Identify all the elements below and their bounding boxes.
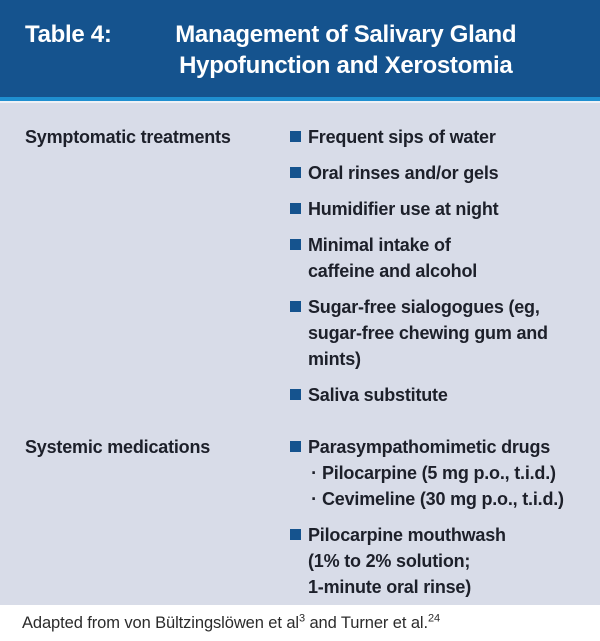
item-line: sugar-free chewing gum and [308,323,548,343]
item-line: Minimal intake of [308,235,451,255]
list-item-text [308,124,496,150]
dot-bullet-icon: · [311,463,317,483]
item-line: 1-minute oral rinse) [308,577,472,597]
sub-list-item [308,486,564,512]
list-item [290,232,582,284]
footnote-text: and Turner et al. [305,614,428,632]
item-line: Pilocarpine mouthwash [308,525,506,545]
reference-superscript: 24 [427,612,440,625]
square-bullet-icon [290,301,301,312]
square-bullet-icon [290,203,301,214]
square-bullet-icon [290,239,301,250]
list-item [290,434,582,512]
table-header [0,0,600,97]
table-body [0,103,600,605]
dot-bullet-icon: · [311,489,317,509]
sub-list-item [308,460,564,486]
square-bullet-icon [290,441,301,452]
list-item-text [308,434,564,512]
table-number-label: Table 4: [25,21,112,48]
section-items [290,434,582,600]
section-items [290,124,582,408]
sub-item-text: Pilocarpine (5 mg p.o., t.i.d.) [322,463,556,483]
list-item [290,196,582,222]
list-item-text [308,522,506,600]
section-systemic-medications [25,434,582,600]
item-line: mints) [308,349,361,369]
list-item-text [308,196,498,222]
list-item [290,160,582,186]
table-title-line-2: Hypofunction and Xerostomia [179,52,513,79]
item-line: Frequent sips of water [308,127,496,147]
item-line: Parasympathomimetic drugs [308,437,551,457]
list-item-text [308,232,477,284]
item-line: Saliva substitute [308,385,448,405]
list-item [290,294,582,372]
square-bullet-icon [290,529,301,540]
item-line: Humidifier use at night [308,199,499,219]
table-title [112,19,580,81]
square-bullet-icon [290,131,301,142]
list-item [290,382,582,408]
list-item [290,124,582,150]
section-symptomatic-treatments [25,124,582,408]
list-item-text [308,382,448,408]
reference-superscript: 3 [298,612,305,625]
sub-item-list [308,460,564,512]
list-item-text [308,160,498,186]
footnote-text: Adapted from von Bültzingslöwen et al [22,614,299,632]
item-line: (1% to 2% solution; [308,551,471,571]
footnote [0,605,600,639]
item-line: caffeine and alcohol [308,261,478,281]
item-line: Oral rinses and/or gels [308,163,499,183]
section-label: Symptomatic treatments [25,127,231,147]
section-label: Systemic medications [25,437,211,457]
table-title-line-1: Management of Salivary Gland [175,21,517,48]
item-line: Sugar-free sialogogues (eg, [308,297,540,317]
square-bullet-icon [290,167,301,178]
square-bullet-icon [290,389,301,400]
list-item-text [308,294,548,372]
sub-item-text: Cevimeline (30 mg p.o., t.i.d.) [322,489,564,509]
list-item [290,522,582,600]
